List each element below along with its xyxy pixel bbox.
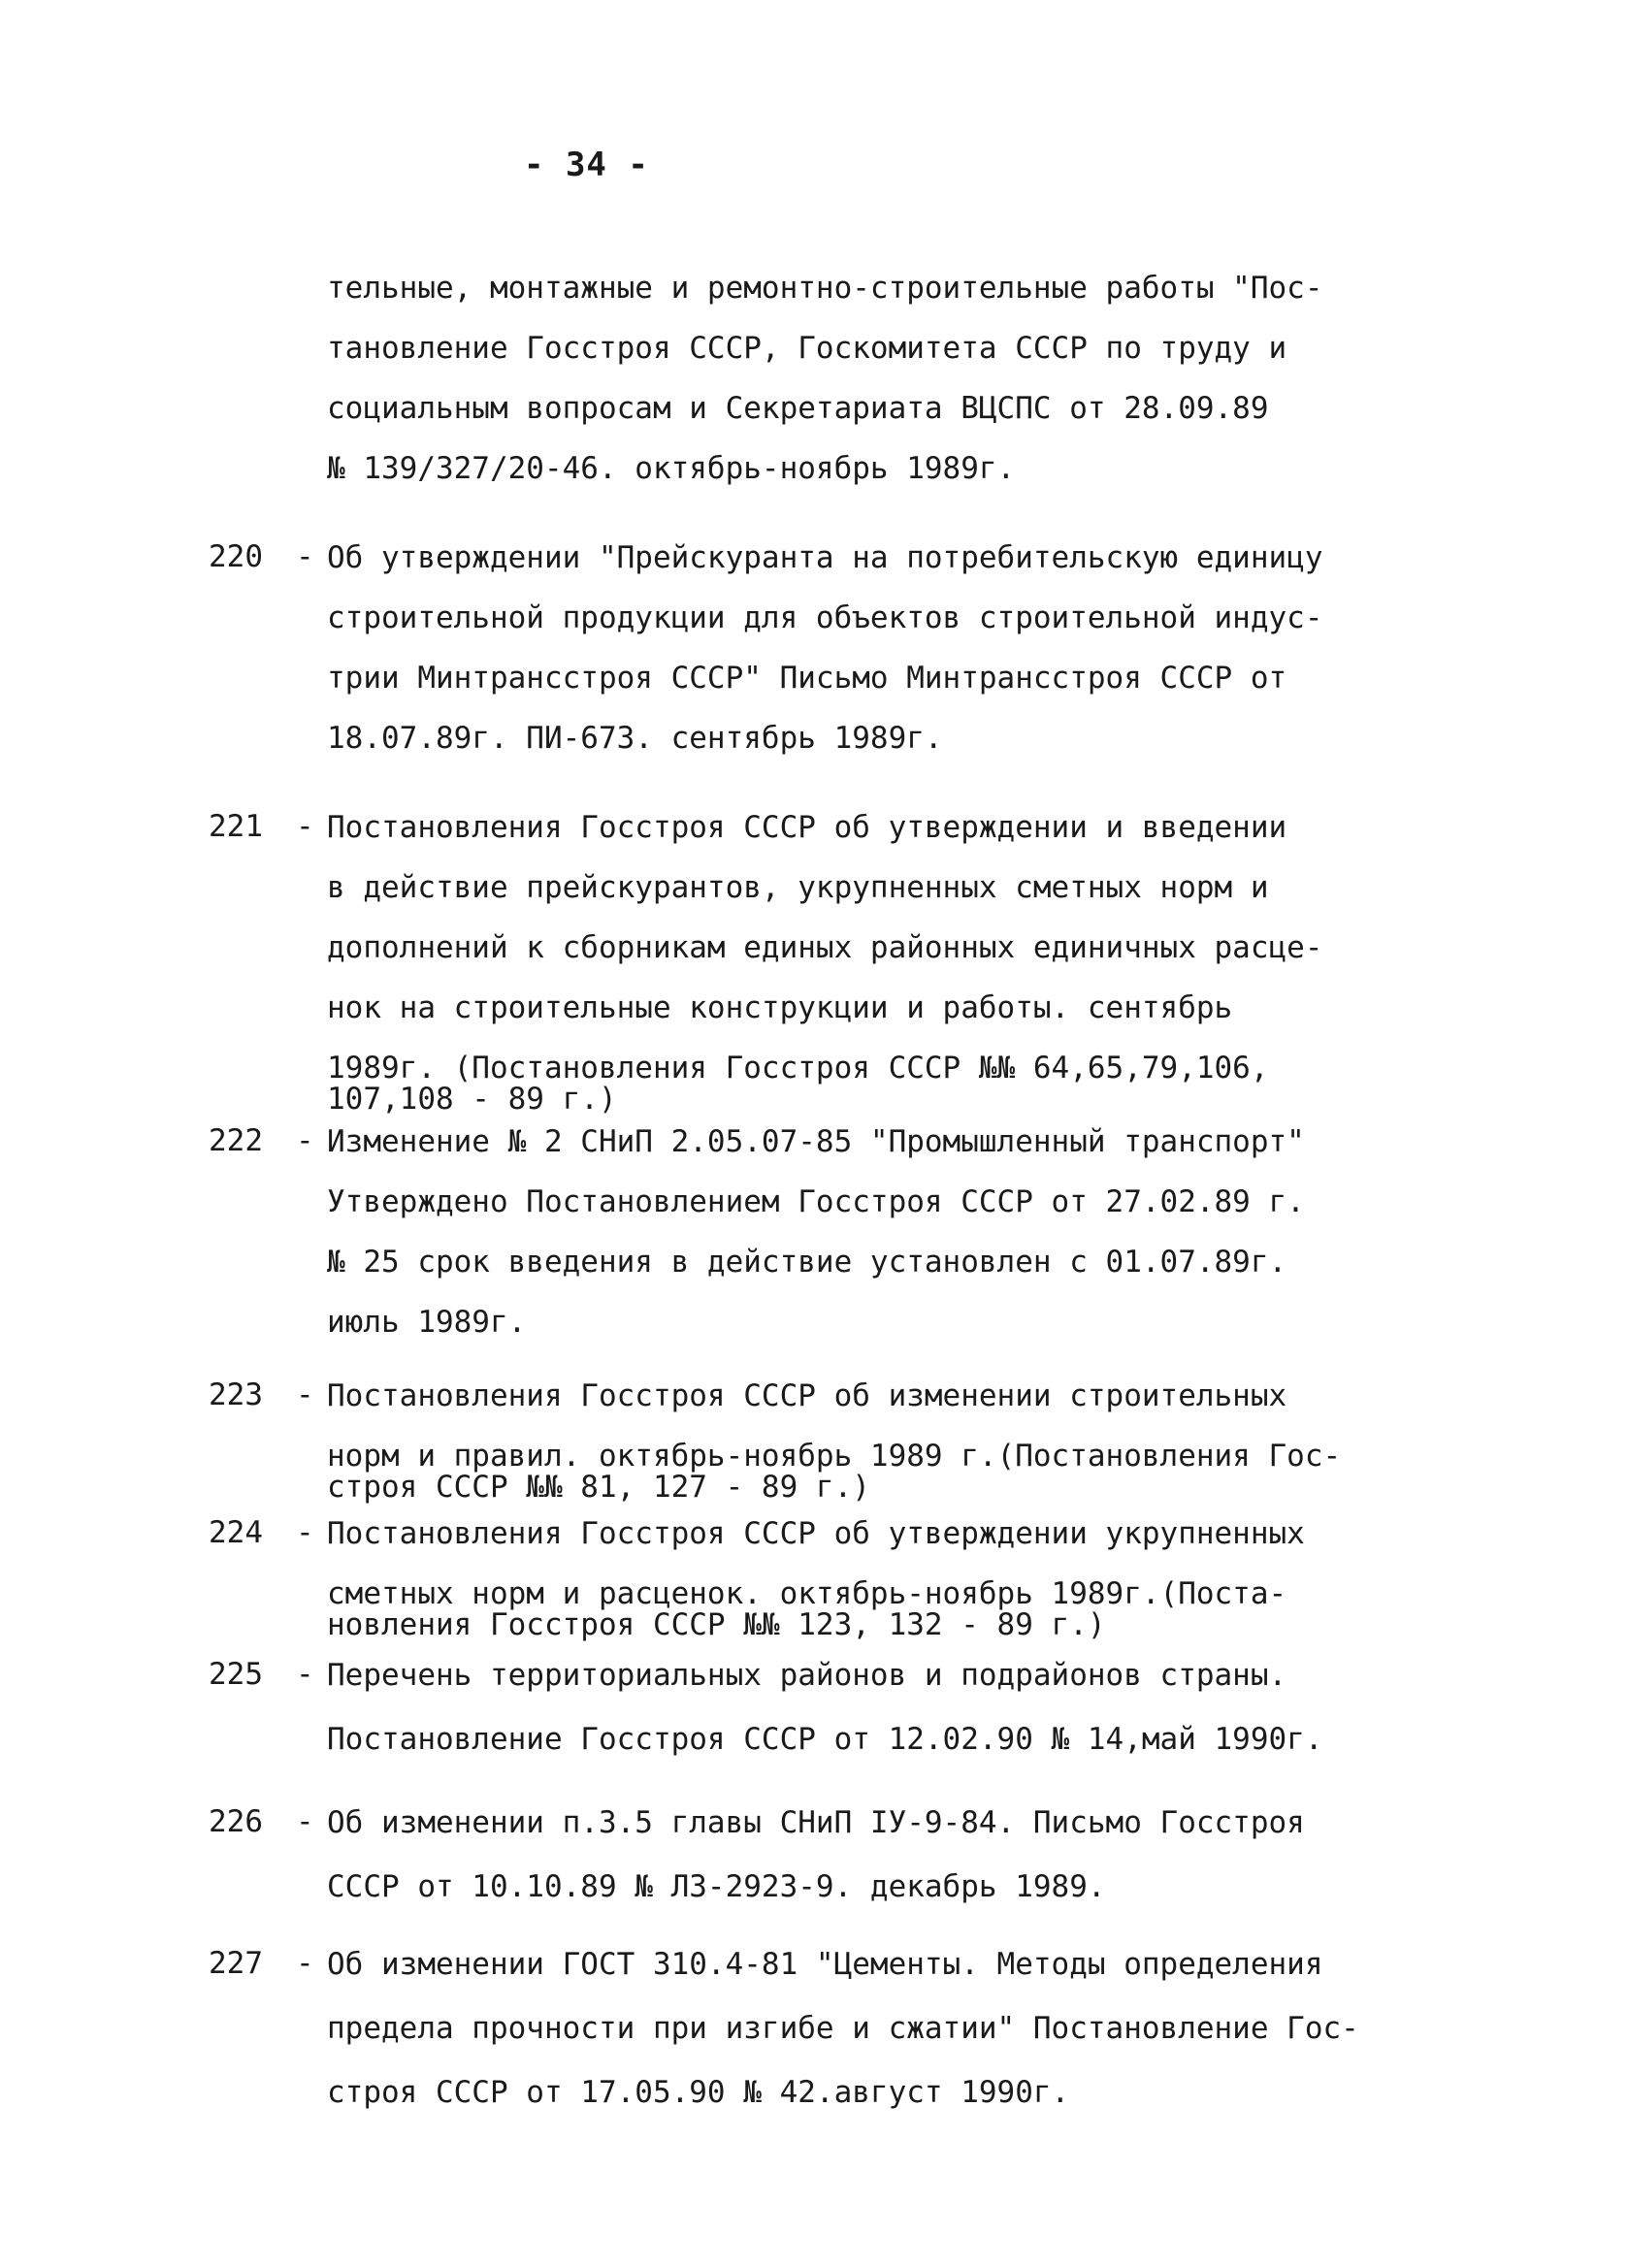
text-line: в действие прейскурантов, укрупненных сметных норм и [327, 870, 1269, 905]
text-line: Об изменении ГОСТ 310.4-81 "Цементы. Методы определения [327, 1947, 1323, 1982]
text-line: Постановления Госстроя СССР об изменении строительных [327, 1378, 1287, 1413]
entry-dash: - [296, 1515, 314, 1550]
entry-dash: - [296, 809, 314, 844]
text-line: июль 1989г. [327, 1305, 527, 1340]
entry-number: 227 [209, 1946, 263, 1981]
entry-number: 226 [209, 1804, 263, 1839]
entry-dash: - [296, 1123, 314, 1158]
text-line: дополнений к сборникам единых районных единичных расце- [327, 930, 1323, 965]
text-line: № 25 срок введения в действие установлен с 01.07.89г. [327, 1245, 1287, 1280]
entry-number: 223 [209, 1377, 263, 1412]
text-line: тановление Госстроя СССР, Госкомитета СССР по труду и [327, 331, 1287, 366]
text-line: Постановления Госстроя СССР об утверждении укрупненных [327, 1516, 1305, 1551]
entry-number: 222 [209, 1123, 263, 1158]
text-line: тельные, монтажные и ремонтно-строительные работы "Пос- [327, 271, 1323, 306]
text-line: Об изменении п.3.5 главы СНиП IУ-9-84. Письмо Госстроя [327, 1805, 1305, 1840]
entry-number: 224 [209, 1515, 263, 1550]
text-line: предела прочности при изгибе и сжатии" Постановление Гос- [327, 2011, 1359, 2046]
text-line: строя СССР №№ 81, 127 - 89 г.) [327, 1470, 870, 1505]
text-line: социальным вопросам и Секретариата ВЦСПС от 28.09.89 [327, 391, 1269, 426]
text-line: Перечень территориальных районов и подрайонов страны. [327, 1658, 1287, 1693]
text-line: новления Госстроя СССР №№ 123, 132 - 89 г.) [327, 1607, 1106, 1642]
text-line: № 139/327/20-46. октябрь-ноябрь 1989г. [327, 451, 1016, 486]
page-number: - 34 - [524, 146, 649, 184]
text-line: 107,108 - 89 г.) [327, 1082, 617, 1117]
text-line: нок на строительные конструкции и работы. сентябрь [327, 990, 1233, 1025]
text-line: строительной продукции для объектов строительной индус- [327, 600, 1323, 635]
text-line: СССР от 10.10.89 № ЛЗ-2923-9. декабрь 1989. [327, 1869, 1106, 1904]
entry-number: 225 [209, 1657, 263, 1692]
text-line: Изменение № 2 СНиП 2.05.07-85 "Промышленный транспорт" [327, 1124, 1305, 1159]
entry-dash: - [296, 1804, 314, 1839]
text-line: 18.07.89г. ПИ-673. сентябрь 1989г. [327, 721, 943, 756]
entry-dash: - [296, 1657, 314, 1692]
text-line: Постановления Госстроя СССР об утверждении и введении [327, 810, 1287, 845]
entry-dash: - [296, 1377, 314, 1412]
text-line: Постановление Госстроя СССР от 12.02.90 № 14,май 1990г. [327, 1722, 1323, 1757]
entry-dash: - [296, 539, 314, 574]
text-line: строя СССР от 17.05.90 № 42.август 1990г. [327, 2075, 1070, 2110]
entry-number: 221 [209, 809, 263, 844]
entry-dash: - [296, 1946, 314, 1981]
text-line: сметных норм и расценок. октябрь-ноябрь 1989г.(Поста- [327, 1576, 1287, 1611]
text-line: Утверждено Постановлением Госстроя СССР от 27.02.89 г. [327, 1184, 1305, 1219]
text-line: Об утверждении "Прейскуранта на потребительскую единицу [327, 540, 1323, 575]
text-line: трии Минтрансстроя СССР" Письмо Минтрансстроя СССР от [327, 661, 1287, 696]
text-line: 1989г. (Постановления Госстроя СССР №№ 64,65,79,106, [327, 1051, 1269, 1085]
text-line: норм и правил. октябрь-ноябрь 1989 г.(Постановления Гос- [327, 1439, 1342, 1474]
entry-number: 220 [209, 539, 263, 574]
